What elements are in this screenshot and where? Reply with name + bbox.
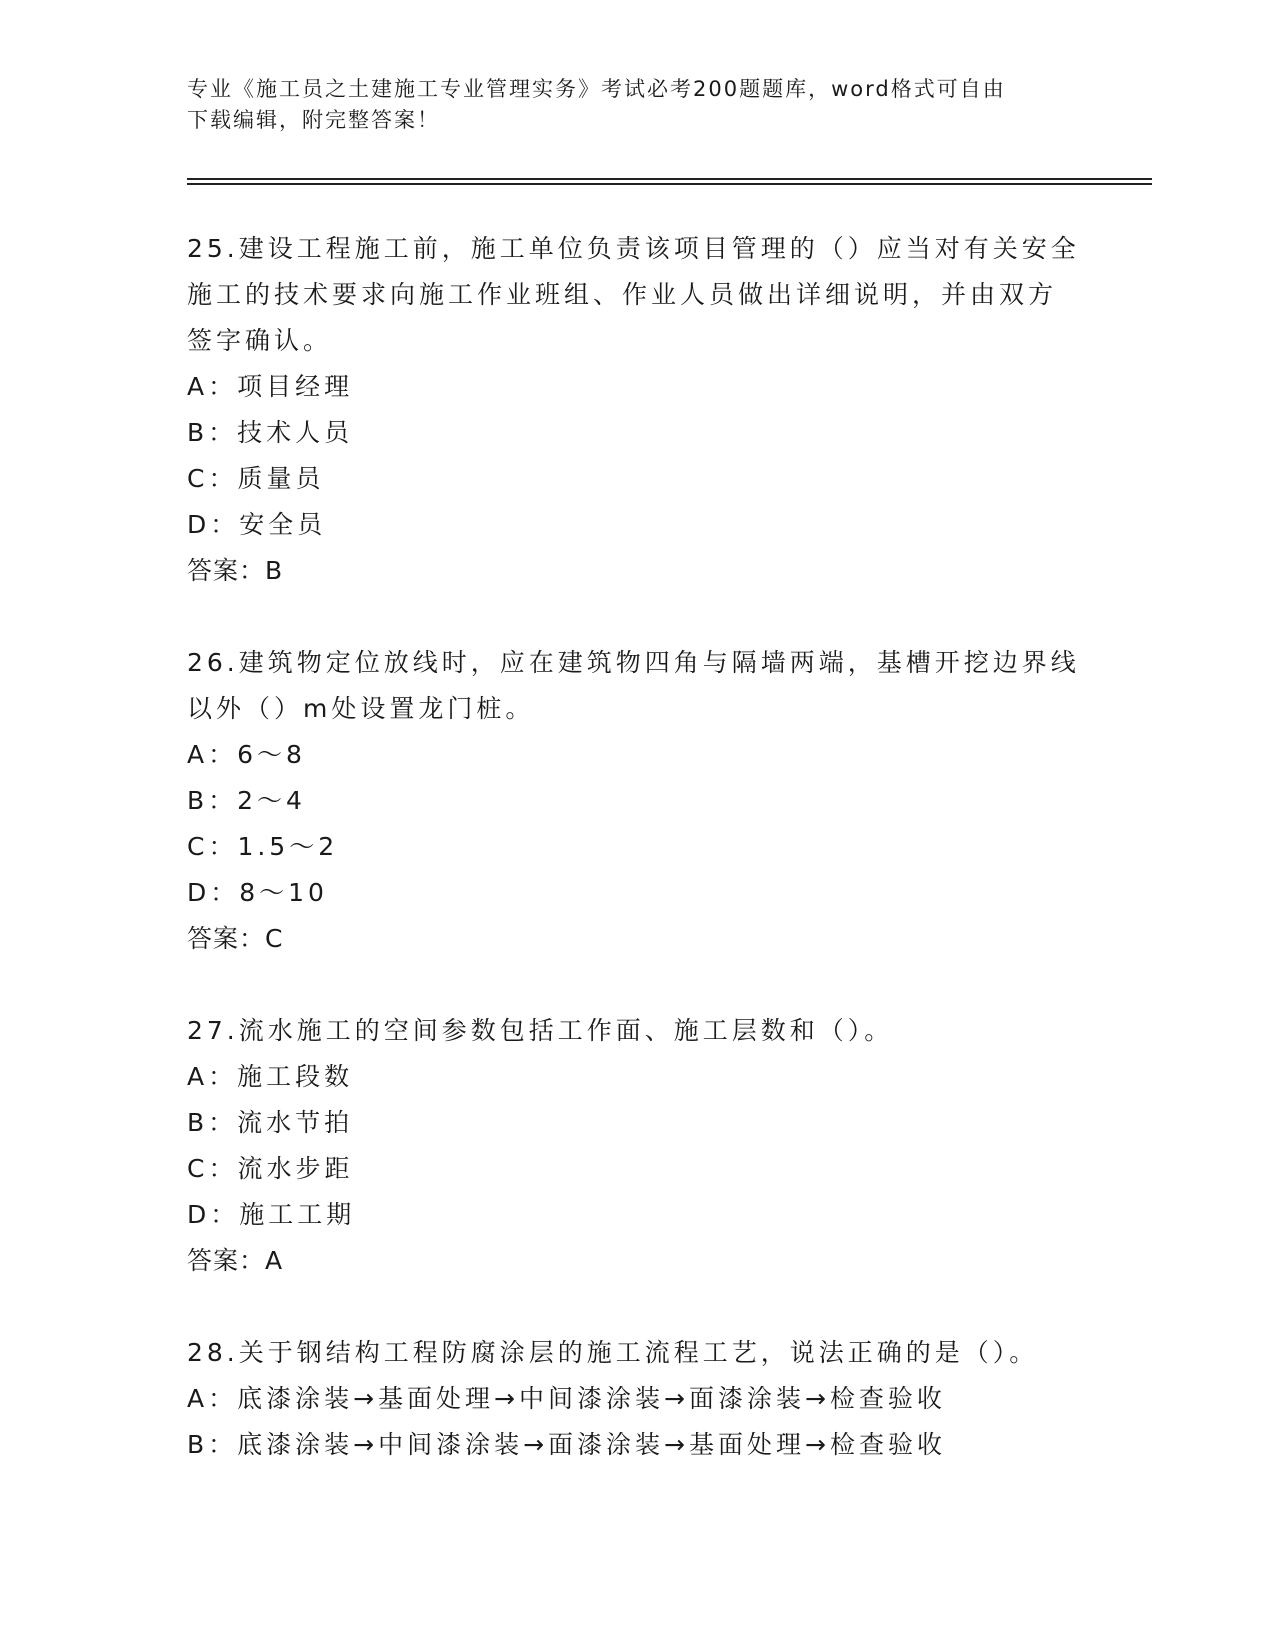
option-d: D：8～10 [187, 878, 328, 907]
question-28 [187, 1330, 1087, 1468]
question-27 [187, 1008, 1087, 1284]
question-stem-line: 以外（）m处设置龙门桩。 [187, 694, 535, 723]
header-line-1: 专业《施工员之土建施工专业管理实务》考试必考200题题库，word格式可自由 [187, 77, 1006, 101]
answer-label: 答案： [187, 924, 266, 953]
answer-line [187, 1238, 1087, 1284]
option-d: D：施工工期 [187, 1200, 356, 1229]
document-header [187, 74, 1067, 136]
option-b: B：技术人员 [187, 418, 354, 447]
option-a: A：6～8 [187, 740, 306, 769]
question-26 [187, 640, 1087, 962]
option-b: B：流水节拍 [187, 1108, 354, 1137]
answer-line [187, 548, 1087, 594]
option-c: C：流水步距 [187, 1154, 354, 1183]
question-stem-line: 25.建设工程施工前，施工单位负责该项目管理的（）应当对有关安全 [187, 234, 1080, 263]
answer-label: 答案： [187, 1246, 266, 1275]
question-stem-line: 26.建筑物定位放线时，应在建筑物四角与隔墙两端，基槽开挖边界线 [187, 648, 1080, 677]
option-a: A：底漆涂装→基面处理→中间漆涂装→面漆涂装→检查验收 [187, 1384, 946, 1413]
option-c: C：1.5～2 [187, 832, 339, 861]
answer-value: B [265, 556, 283, 585]
question-stem-line: 施工的技术要求向施工作业班组、作业人员做出详细说明，并由双方 [187, 280, 1058, 309]
header-divider-bottom [187, 183, 1152, 185]
option-b: B：2～4 [187, 786, 306, 815]
question-25 [187, 226, 1087, 594]
option-a: A：项目经理 [187, 372, 354, 401]
question-stem-line: 签字确认。 [187, 326, 333, 355]
answer-line [187, 916, 1087, 962]
question-stem-line: 27.流水施工的空间参数包括工作面、施工层数和（）。 [187, 1016, 894, 1045]
answer-value: A [265, 1246, 283, 1275]
option-c: C：质量员 [187, 464, 325, 493]
header-divider-top [187, 178, 1152, 180]
option-a: A：施工段数 [187, 1062, 354, 1091]
answer-label: 答案： [187, 556, 266, 585]
option-b: B：底漆涂装→中间漆涂装→面漆涂装→基面处理→检查验收 [187, 1430, 946, 1459]
question-stem-line: 28.关于钢结构工程防腐涂层的施工流程工艺，说法正确的是（）。 [187, 1338, 1039, 1367]
header-line-2: 下载编辑，附完整答案！ [187, 108, 440, 132]
answer-value: C [265, 924, 283, 953]
option-d: D：安全员 [187, 510, 327, 539]
